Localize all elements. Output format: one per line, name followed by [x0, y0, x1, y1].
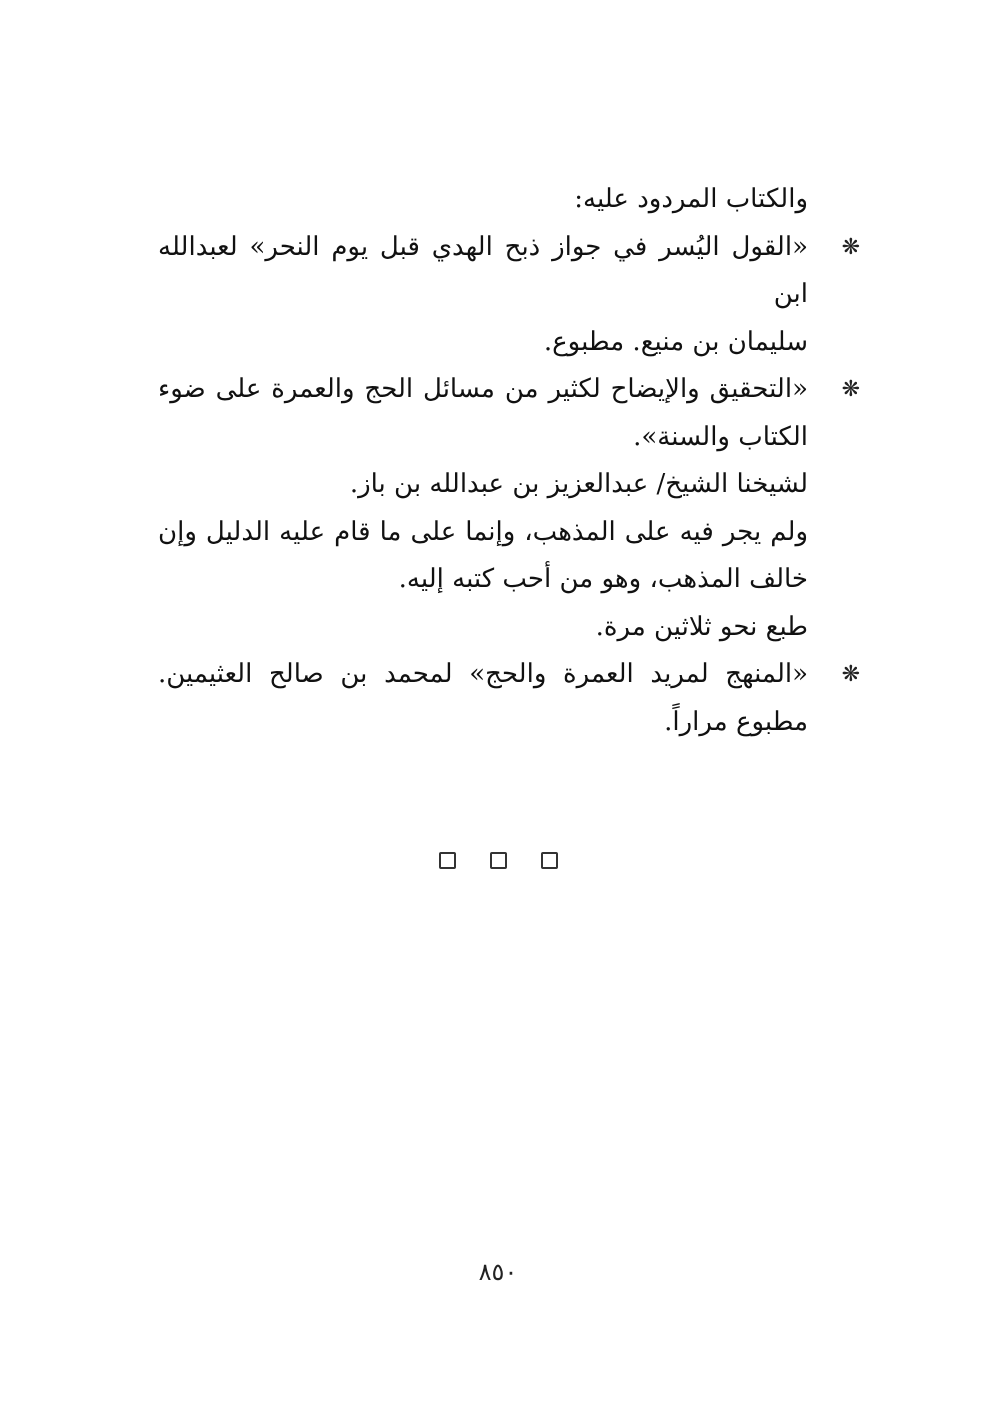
intro-line: والكتاب المردود عليه:: [574, 184, 808, 214]
entry-3-line-2: مطبوع مراراً.: [664, 706, 808, 737]
square-ornament-icon: [490, 852, 507, 869]
entry-2-line-2: الكتاب والسنة».: [633, 421, 808, 452]
entry-1-line-2: سليمان بن منيع. مطبوع.: [543, 326, 808, 357]
entry-2-line-1: «التحقيق والإيضاح لكثير من مسائل الحج والعمرة على ضوء: [158, 374, 808, 404]
star-bullet-icon: ❋: [841, 662, 860, 687]
entry-2: [158, 366, 860, 461]
star-bullet-icon: ❋: [841, 234, 860, 260]
note-line-2: ولم يجر فيه على المذهب، وإنما على ما قام عليه الدليل وإن: [158, 516, 808, 547]
entry-1: [158, 224, 860, 367]
square-ornament-icon: [439, 852, 456, 869]
square-ornament-icon: [541, 852, 558, 869]
page-body: [158, 176, 860, 746]
section-divider: [0, 852, 996, 873]
note-line-3: خالف المذهب، وهو من أحب كتبه إليه.: [398, 564, 808, 594]
entry-3: [158, 651, 860, 746]
note-line-4: طبع نحو ثلاثين مرة.: [595, 611, 808, 642]
star-bullet-icon: ❋: [841, 377, 860, 402]
page-number: ٨٥٠: [478, 1258, 518, 1286]
entry-1-line-1: «القول اليُسر في جواز ذبح الهدي قبل يوم النحر» لعبدالله ابن: [158, 231, 808, 309]
entry-3-line-1: «المنهج لمريد العمرة والحج» لمحمد بن صالح العثيمين.: [158, 659, 808, 689]
note-line-1: لشيخنا الشيخ/ عبدالعزيز بن عبدالله بن باز.: [349, 469, 808, 499]
